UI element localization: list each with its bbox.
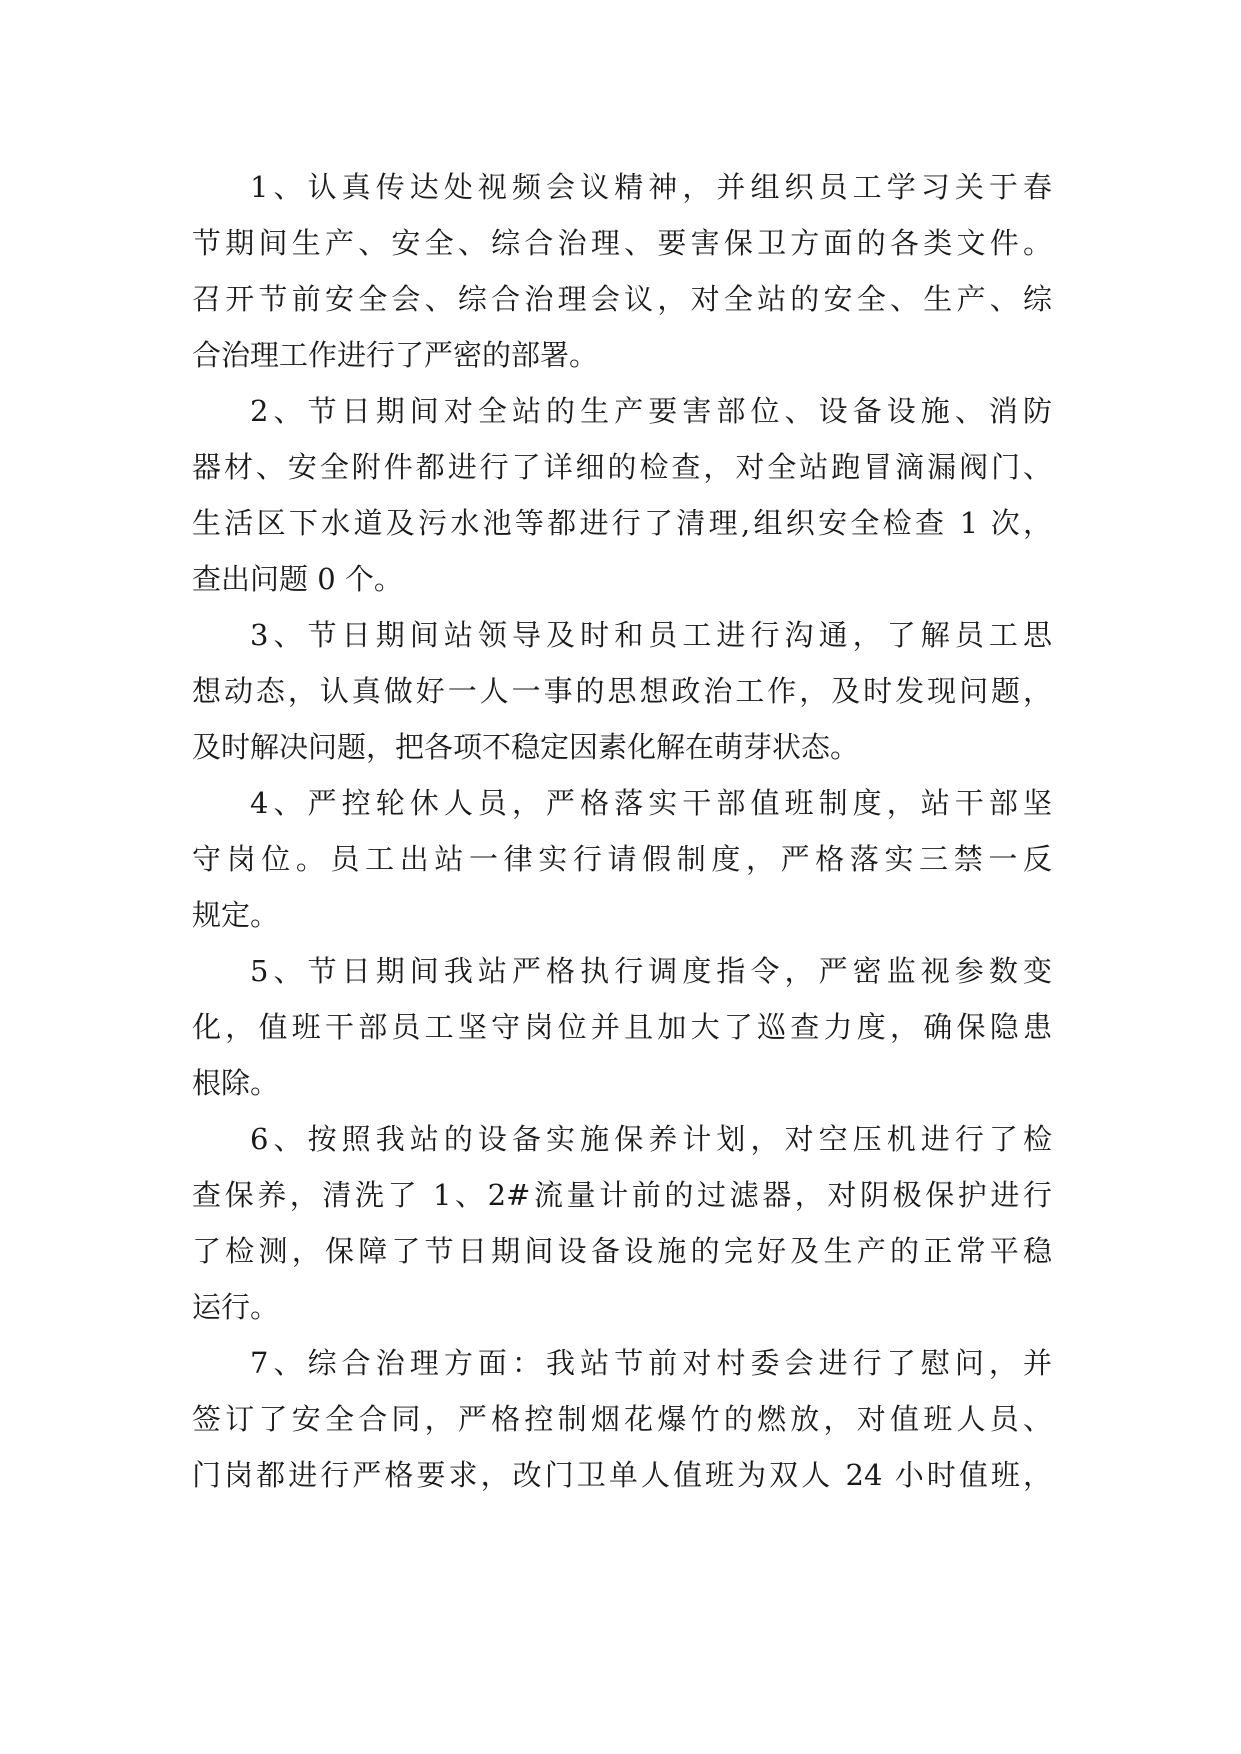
paragraph-7-line-1: 7、综合治理方面：我站节前对村委会进行了慰问，并 bbox=[250, 1346, 1052, 1380]
paragraph-2-line-4: 查出问题 0 个。 bbox=[192, 562, 403, 596]
paragraph-4-line-3: 规定。 bbox=[192, 898, 280, 932]
paragraph-3-line-1: 3、节日期间站领导及时和员工进行沟通，了解员工思 bbox=[250, 618, 1052, 652]
paragraph-1-line-3: 召开节前安全会、综合治理会议，对全站的安全、生产、综 bbox=[192, 282, 1052, 316]
paragraph-5-line-1: 5、节日期间我站严格执行调度指令，严密监视参数变 bbox=[250, 954, 1052, 988]
paragraph-1-line-1: 1、认真传达处视频会议精神，并组织员工学习关于春 bbox=[250, 170, 1052, 204]
document-page bbox=[192, 158, 1052, 1658]
paragraph-2-line-1: 2、节日期间对全站的生产要害部位、设备设施、消防 bbox=[250, 394, 1052, 428]
paragraph-1-line-4: 合治理工作进行了严密的部署。 bbox=[192, 338, 599, 372]
paragraph-6-line-2: 查保养，清洗了 1、2#流量计前的过滤器，对阴极保护进行 bbox=[192, 1178, 1052, 1212]
paragraph-6-line-4: 运行。 bbox=[192, 1290, 280, 1324]
paragraph-3-line-3: 及时解决问题，把各项不稳定因素化解在萌芽状态。 bbox=[192, 730, 860, 764]
paragraph-2-line-3: 生活区下水道及污水池等都进行了清理,组织安全检查 1 次， bbox=[192, 506, 1052, 540]
paragraph-6-line-3: 了检测，保障了节日期间设备设施的完好及生产的正常平稳 bbox=[192, 1234, 1052, 1268]
paragraph-1-line-2: 节期间生产、安全、综合治理、要害保卫方面的各类文件。 bbox=[192, 226, 1052, 260]
paragraph-6-line-1: 6、按照我站的设备实施保养计划，对空压机进行了检 bbox=[250, 1122, 1052, 1156]
paragraph-5-line-2: 化，值班干部员工坚守岗位并且加大了巡查力度，确保隐患 bbox=[192, 1010, 1052, 1044]
paragraph-4-line-1: 4、严控轮休人员，严格落实干部值班制度，站干部坚 bbox=[250, 786, 1052, 820]
paragraph-3-line-2: 想动态，认真做好一人一事的思想政治工作，及时发现问题， bbox=[192, 674, 1052, 708]
paragraph-7-line-2: 签订了安全合同，严格控制烟花爆竹的燃放，对值班人员、 bbox=[192, 1402, 1052, 1436]
paragraph-7-line-3: 门岗都进行严格要求，改门卫单人值班为双人 24 小时值班， bbox=[192, 1458, 1052, 1492]
paragraph-5-line-3: 根除。 bbox=[192, 1066, 280, 1100]
paragraph-2-line-2: 器材、安全附件都进行了详细的检查，对全站跑冒滴漏阀门、 bbox=[192, 450, 1052, 484]
paragraph-4-line-2: 守岗位。员工出站一律实行请假制度，严格落实三禁一反 bbox=[192, 842, 1052, 876]
